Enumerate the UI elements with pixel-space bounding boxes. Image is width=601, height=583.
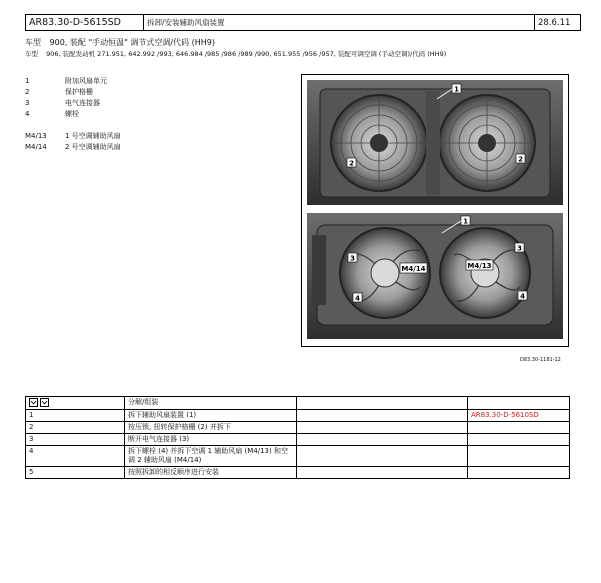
legend-label: 2 号空调辅助风扇 [65, 143, 121, 151]
step-num: 1 [26, 409, 125, 421]
steps-table [25, 396, 570, 479]
table-row [26, 466, 570, 478]
legend-num: M4/13 [25, 132, 47, 140]
table-header-row [26, 397, 570, 410]
vehicle-line-key: 车型 [25, 50, 38, 58]
vehicle-line-2 [25, 49, 446, 58]
table-cell [297, 421, 468, 433]
header-label: 分解/组装 [125, 397, 297, 410]
table-row [26, 409, 570, 421]
vehicle-line-value: 906, 装配发动机 271.951, 642.992 /993, 646.984 /985 /986 /989 /990, 651.955 /956 /957, 装配可调空调 (手动空调)/代码 (HH9) [46, 50, 447, 58]
legend-num: M4/14 [25, 143, 47, 151]
step-text: 拆下辅助风扇装置 (1) [125, 409, 297, 421]
step-reference [468, 445, 570, 466]
legend-num: 1 [25, 77, 30, 85]
table-cell [297, 445, 468, 466]
callout-label: 1 [463, 217, 468, 226]
step-reference [468, 433, 570, 445]
check-icon [40, 398, 49, 407]
legend-label: 附加风扇单元 [65, 77, 107, 85]
document-code: AR83.30-D-5615SD [26, 15, 144, 30]
table-cell [297, 409, 468, 421]
figure-id: D83.30-1181-12 [520, 357, 561, 363]
legend-label: 1 号空调辅助风扇 [65, 132, 121, 140]
callout-label: 2 [349, 159, 354, 168]
legend-item [25, 142, 121, 153]
step-text: 按压锁, 扭转保护格栅 (2) 并拆下 [125, 421, 297, 433]
step-num: 4 [26, 445, 125, 466]
table-cell [297, 466, 468, 478]
legend-num: 3 [25, 99, 30, 107]
table-row [26, 445, 570, 466]
legend-num: 4 [25, 110, 30, 118]
vehicle-line-value: 900, 装配 "手动恒温" 调节式空调/代码 (HH9) [49, 38, 215, 47]
callout-label: 3 [350, 254, 355, 263]
callout-label: 4 [355, 294, 360, 303]
step-text: 拆下螺栓 (4) 并拆下空调 1 辅助风扇 (M4/13) 和空调 2 辅助风扇 (M4/14) [125, 445, 297, 466]
document-date: 28.6.11 [538, 17, 571, 28]
step-num: 2 [26, 421, 125, 433]
callout-label: 3 [517, 244, 522, 253]
step-reference [468, 421, 570, 433]
table-row [26, 421, 570, 433]
callout-label: M4/14 [401, 265, 426, 273]
table-cell [468, 397, 570, 410]
callout-label: M4/13 [467, 262, 492, 270]
table-row [26, 433, 570, 445]
legend-num: 2 [25, 88, 30, 96]
callout-label: 4 [520, 292, 525, 301]
vehicle-line-key: 车型 [25, 38, 41, 47]
legend-label: 螺栓 [65, 110, 79, 118]
table-cell [297, 397, 468, 410]
vehicle-line-1 [25, 37, 215, 48]
document-title: 拆卸/安装辅助风扇装置 [144, 15, 535, 30]
legend-item [25, 87, 121, 98]
document-header [25, 14, 581, 31]
legend-item [25, 131, 121, 142]
legend-item [25, 98, 121, 109]
step-num: 3 [26, 433, 125, 445]
step-text: 按照拆卸的相反顺序进行安装 [125, 466, 297, 478]
step-reference [468, 466, 570, 478]
callout-label: 1 [454, 85, 459, 94]
legend-label: 保护格栅 [65, 88, 93, 96]
bottom-photo [307, 213, 563, 339]
legend-label: 电气连接器 [65, 99, 100, 107]
top-photo [307, 80, 563, 205]
callout-label: 2 [518, 155, 523, 164]
legend-item [25, 76, 121, 87]
table-cell [297, 433, 468, 445]
step-reference-link[interactable]: AR83.30-D-5610SD [468, 409, 570, 421]
step-num: 5 [26, 466, 125, 478]
checkbox-header [26, 397, 125, 410]
step-text: 断开电气连接器 (3) [125, 433, 297, 445]
fan-assembly-figure [301, 74, 569, 347]
fan-photo-drawing [302, 75, 568, 346]
check-icon [29, 398, 38, 407]
legend-item [25, 109, 121, 120]
parts-legend [25, 76, 121, 153]
